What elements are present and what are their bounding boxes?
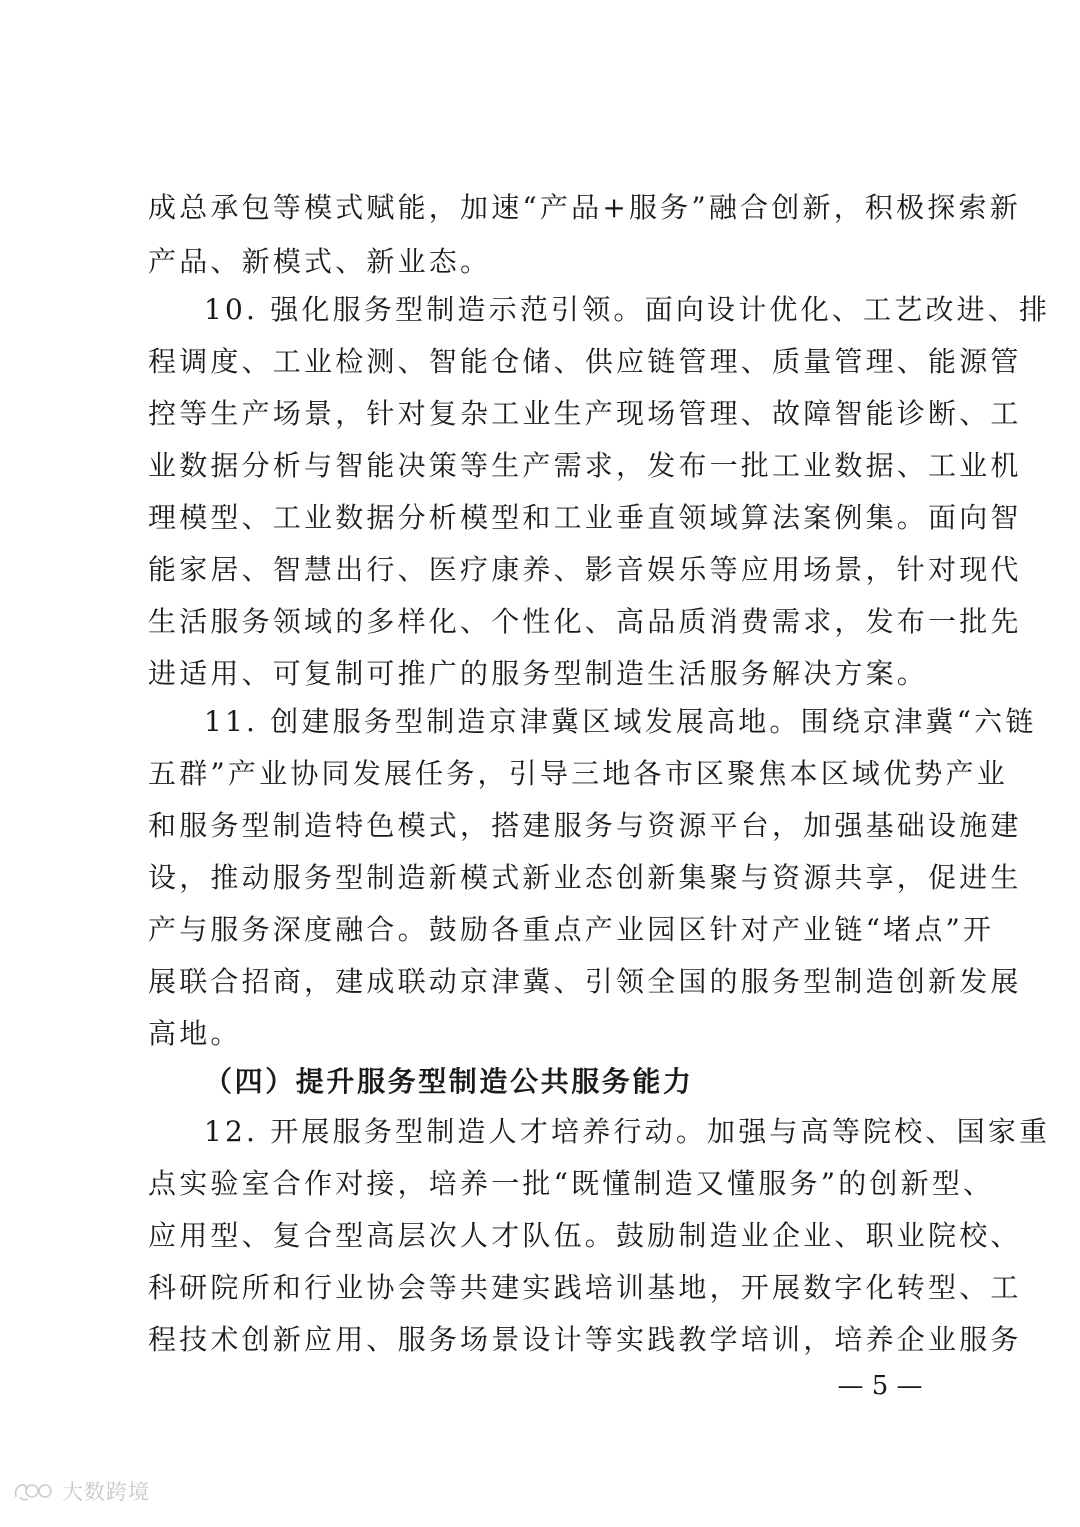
paragraph-line: 进适用、可复制可推广的服务型制造生活服务解决方案。 <box>148 657 929 690</box>
paragraph-line: 设，推动服务型制造新模式新业态创新集聚与资源共享，促进生 <box>148 861 1022 894</box>
logo-mark-icon <box>12 1479 56 1503</box>
paragraph-line: 程技术创新应用、服务场景设计等实践教学培训，培养企业服务 <box>148 1323 1022 1356</box>
paragraph-line-item-12: 12. 开展服务型制造人才培养行动。加强与高等院校、国家重 <box>204 1115 1051 1148</box>
paragraph-line: 控等生产场景，针对复杂工业生产现场管理、故障智能诊断、工 <box>148 397 1022 430</box>
paragraph-line: 程调度、工业检测、智能仓储、供应链管理、质量管理、能源管 <box>148 345 1022 378</box>
paragraph-line-item-10: 10. 强化服务型制造示范引领。面向设计优化、工艺改进、排 <box>204 293 1051 326</box>
paragraph-line: 产与服务深度融合。鼓励各重点产业园区针对产业链“堵点”开 <box>148 913 995 946</box>
paragraph-line: 点实验室合作对接，培养一批“既懂制造又懂服务”的创新型、 <box>148 1167 995 1200</box>
paragraph-line: 五群”产业协同发展任务，引导三地各市区聚焦本区域优势产业 <box>148 757 1008 790</box>
paragraph-line: 生活服务领域的多样化、个性化、高品质消费需求，发布一批先 <box>148 605 1022 638</box>
paragraph-line: 能家居、智慧出行、医疗康养、影音娱乐等应用场景，针对现代 <box>148 553 1022 586</box>
paragraph-line: 成总承包等模式赋能，加速“产品+服务”融合创新，积极探索新 <box>148 191 1021 224</box>
paragraph-line: 展联合招商，建成联动京津冀、引领全国的服务型制造创新发展 <box>148 965 1022 998</box>
paragraph-line: 科研院所和行业协会等共建实践培训基地，开展数字化转型、工 <box>148 1271 1022 1304</box>
watermark-text: 大数跨境 <box>62 1480 150 1504</box>
page-number: — 5 — <box>837 1371 923 1401</box>
paragraph-line: 和服务型制造特色模式，搭建服务与资源平台，加强基础设施建 <box>148 809 1022 842</box>
paragraph-line-item-11: 11. 创建服务型制造京津冀区域发展高地。围绕京津冀“六链 <box>204 705 1037 738</box>
paragraph-line: 高地。 <box>148 1017 242 1050</box>
paragraph-line: 业数据分析与智能决策等生产需求，发布一批工业数据、工业机 <box>148 449 1022 482</box>
watermark <box>12 1476 150 1506</box>
paragraph-line: 理模型、工业数据分析模型和工业垂直领域算法案例集。面向智 <box>148 501 1022 534</box>
section-heading: （四）提升服务型制造公共服务能力 <box>204 1065 694 1098</box>
paragraph-line: 应用型、复合型高层次人才队伍。鼓励制造业企业、职业院校、 <box>148 1219 1022 1252</box>
paragraph-line: 产品、新模式、新业态。 <box>148 245 492 278</box>
